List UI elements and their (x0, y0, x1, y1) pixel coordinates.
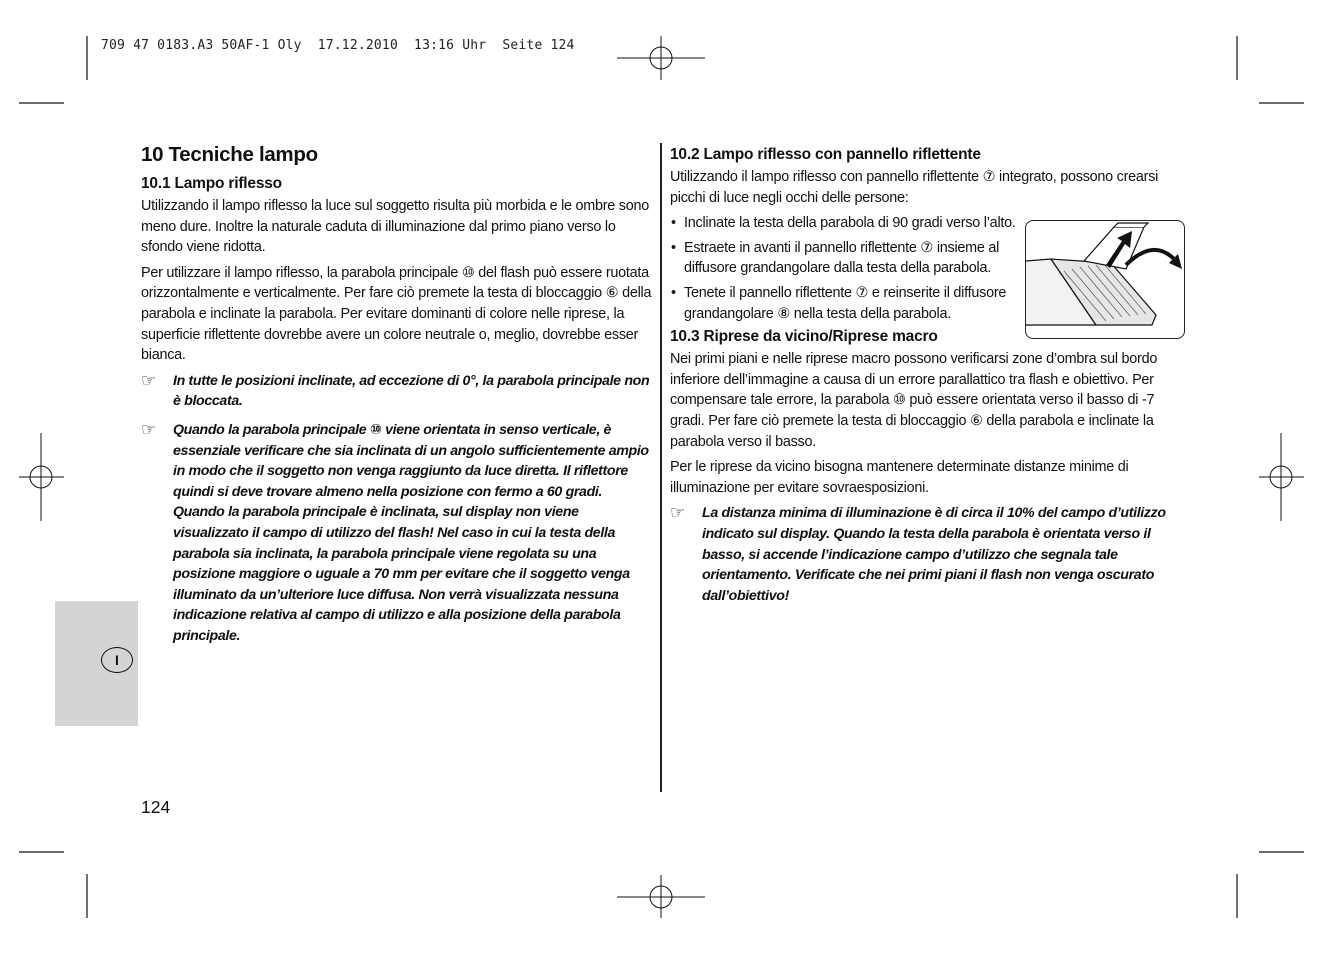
note-text: La distanza minima di illuminazione è di circa il 10% del campo d’utilizzo indicato sul display. Quando la testa della parabola è orientata verso il basso, si accende l’indicazione campo d’utilizzo che segnala tale orientamento. Verificate che nei primi piani il flash non venga oscurato dall’obiettivo! (702, 505, 1166, 604)
paragraph: Nei primi piani e nelle riprese macro possono verificarsi zone d’ombra sul bordo inferiore dell’immagine a causa di un errore parallattico tra flash e obiettivo. Per compensare tale errore, la parabola ⑩ può essere orientata verso il basso di -7 gradi. Per fare ciò premete la testa di bloccaggio ⑥ della parabola e inclinate la parabola verso il basso. (670, 351, 1158, 450)
paragraph: Utilizzando il lampo riflesso con pannello riflettente ⑦ integrato, possono crearsi picchi di luce negli occhi delle persone: (670, 169, 1159, 206)
registration-mark-top (617, 36, 705, 80)
flash-head-drawing (1026, 221, 1184, 338)
list-item: • Estraete in avanti il pannello riflettente ⑦ insieme al diffusore grandangolare dalla testa della parabola. (670, 238, 1020, 279)
paragraph: Per le riprese da vicino bisogna mantenere determinate distanze minime di illuminazione per evitare sovraesposizioni. (670, 459, 1129, 496)
bullet-list-container (670, 213, 1020, 324)
paragraph: Per utilizzare il lampo riflesso, la parabola principale ⑩ del flash può essere ruotata orizzontalmente e verticalmente. Per fare ciò premete la testa di bloccaggio ⑥ della parabola e inclinate la parabola. Per evitare dominanti di colore nelle riprese, la superficie riflettente dovrebbe avere un colore neutrale o, meglio, dovrebbe esser bianca. (141, 264, 652, 364)
list-item: • Inclinate la testa della parabola di 90 gradi verso l’alto. (670, 213, 1020, 234)
registration-mark-left (19, 433, 64, 521)
right-column (670, 146, 1185, 614)
pointing-hand-icon: ☞ (141, 419, 157, 439)
page-number: 124 (141, 797, 171, 817)
column-divider (660, 143, 662, 792)
list-item: • Tenete il pannello riflettente ⑦ e reinserite il diffusore grandangolare ⑧ nella testa della parabola. (670, 283, 1020, 324)
registration-mark-bottom (617, 875, 705, 918)
language-indicator: I (101, 647, 133, 673)
section-heading-10-1: 10.1 Lampo riflesso (141, 175, 282, 192)
flash-reflector-illustration (1025, 220, 1185, 339)
pointing-hand-icon: ☞ (670, 503, 686, 523)
note-text: In tutte le posizioni inclinate, ad eccezione di 0°, la parabola principale non è bloccata. (173, 372, 650, 410)
note (141, 371, 653, 412)
registration-mark-right (1259, 433, 1304, 521)
note (141, 420, 653, 647)
section-heading-10-3: 10.3 Riprese da vicino/Riprese macro (670, 328, 938, 346)
pointing-hand-icon: ☞ (141, 370, 157, 390)
section-heading-10-2: 10.2 Lampo riflesso con pannello riflettente (670, 146, 981, 163)
chapter-title: 10 Tecniche lampo (141, 143, 318, 166)
left-column (141, 143, 653, 654)
note-text: Quando la parabola principale ⑩ viene orientata in senso verticale, è essenziale verificare che sia inclinata di un angolo sufficientemente ampio in modo che il soggetto non venga raggiunto da luce diretta. Il riflettore quindi si deve trovare almeno nella posizione con fermo a 60 gradi. Quando la parabola principale è inclinata, sul display non viene visualizzato il campo di utilizzo del flash! Nel caso in cui la testa della parabola sia inclinata, la parabola principale viene regolata su una posizione maggiore o uguale a 70 mm per evitare che il soggetto venga illuminato da un’ulteriore luce diffusa. Non verrà visualizzata nessuna indicazione relativa al campo di utilizzo e alla posizione della parabola principale. (173, 421, 649, 644)
note (670, 503, 1185, 606)
bullet-list (670, 213, 1020, 324)
print-slug-line: 709 47 0183.A3 50AF-1 Oly 17.12.2010 13:16 Uhr Seite 124 (101, 38, 575, 53)
paragraph: Utilizzando il lampo riflesso la luce sul soggetto risulta più morbida e le ombre sono meno dure. Inoltre la naturale caduta di illuminazione dal primo piano verso lo sfondo viene ridotta. (141, 198, 650, 256)
